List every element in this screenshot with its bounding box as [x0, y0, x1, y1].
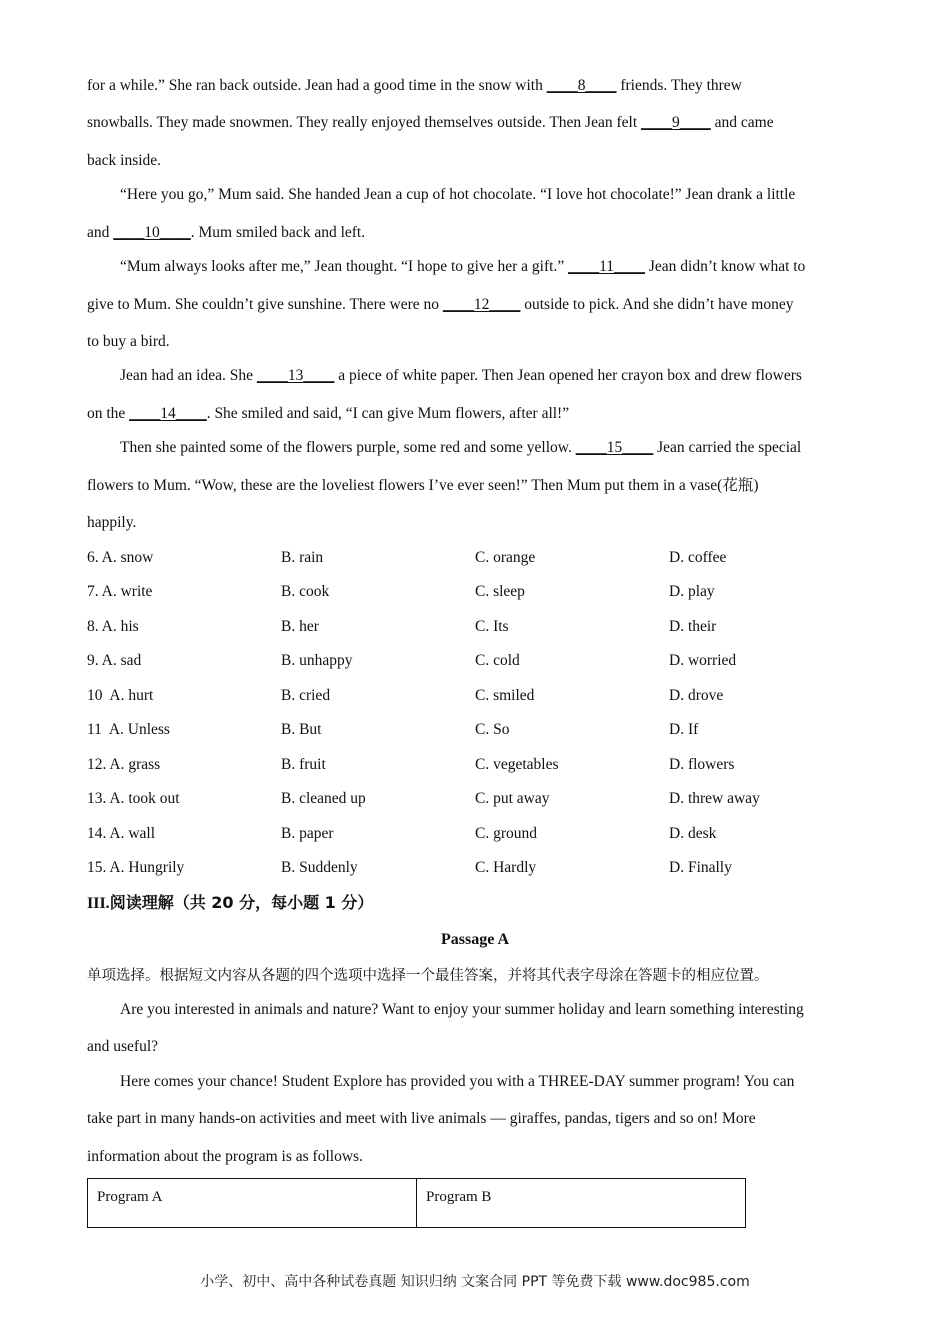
option-b: B. rain [281, 549, 324, 566]
question-options-14 [87, 824, 867, 844]
option-a: 14. A. wall [87, 825, 156, 842]
passage-line [87, 113, 774, 133]
passage-line [87, 295, 793, 315]
text-segment: . Mum smiled back and left. [190, 224, 366, 241]
text-segment: a piece of white paper. Then Jean opened her crayon box and drew flowers [334, 367, 802, 384]
option-d: D. flowers [669, 756, 735, 773]
text-segment: give to Mum. She couldn’t give sunshine. There were no [87, 296, 443, 313]
text-segment: outside to pick. And she didn’t have money [520, 296, 794, 313]
text-segment: friends. They threw [616, 77, 742, 94]
option-a: 9. A. sad [87, 652, 142, 669]
option-a: 15. A. Hungrily [87, 859, 185, 876]
passage-line [87, 404, 569, 424]
blank-10: ____10____ [113, 224, 191, 241]
text-segment: . She smiled and said, “I can give Mum flowers, after all!” [206, 405, 570, 422]
blank-13: ____13____ [256, 367, 335, 384]
option-b: B. cleaned up [281, 790, 366, 807]
passage-line: back inside. [87, 152, 162, 169]
option-d: D. Finally [669, 859, 732, 876]
blank-12: ____12____ [442, 296, 521, 313]
blank-8: ____8____ [546, 77, 617, 94]
question-options-9 [87, 651, 867, 671]
option-b: B. unhappy [281, 652, 353, 669]
option-b: B. paper [281, 825, 334, 842]
option-c: C. Its [475, 618, 509, 635]
question-options-12 [87, 755, 867, 775]
passage-line: Here comes your chance! Student Explore has provided you with a THREE-DAY summer program! You can [120, 1073, 795, 1090]
question-options-10 [87, 686, 867, 706]
option-b: B. But [281, 721, 322, 738]
option-c: C. sleep [475, 583, 525, 600]
text-segment: and [87, 224, 114, 241]
section-title: 阅读理解（共 20 分，每小题 1 分） [109, 893, 374, 912]
option-b: B. fruit [281, 756, 326, 773]
question-options-11 [87, 720, 867, 740]
option-c: C. put away [475, 790, 550, 807]
text-segment: and came [710, 114, 774, 131]
question-options-13 [87, 789, 867, 809]
option-c: C. vegetables [475, 756, 559, 773]
blank-14: ____14____ [129, 405, 207, 422]
passage-line [120, 366, 802, 386]
blank-15: ____15____ [575, 439, 654, 456]
blank-9: ____9____ [641, 114, 711, 131]
question-options-15 [87, 858, 867, 878]
text-segment: Jean carried the special [653, 439, 802, 456]
option-a: 10 A. hurt [87, 687, 154, 704]
page-footer: 小学、初中、高中各种试卷真题 知识归纳 文案合同 PPT 等免费下载 www.doc985.com [200, 1274, 750, 1290]
text-segment: Jean had an idea. She [120, 367, 257, 384]
option-d: D. desk [669, 825, 717, 842]
option-d: D. worried [669, 652, 737, 669]
option-c: C. orange [475, 549, 536, 566]
passage-line: and useful? [87, 1038, 159, 1055]
passage-line: to buy a bird. [87, 333, 170, 350]
option-c: C. cold [475, 652, 520, 669]
option-d: D. drove [669, 687, 724, 704]
text-segment: on the [87, 405, 130, 422]
option-b: B. Suddenly [281, 859, 358, 876]
blank-11: ____11____ [568, 258, 646, 275]
passage-line: take part in many hands-on activities and meet with live animals — giraffes, pandas, tigers and so on! More [87, 1110, 756, 1127]
text-segment: snowballs. They made snowmen. They really enjoyed themselves outside. Then Jean felt [87, 114, 641, 131]
option-b: B. her [281, 618, 319, 635]
option-d: D. threw away [669, 790, 760, 807]
program-table [87, 1178, 746, 1228]
option-a: 8. A. his [87, 618, 139, 635]
option-d: D. their [669, 618, 717, 635]
option-a: 11 A. Unless [87, 721, 170, 738]
option-d: D. play [669, 583, 715, 600]
passage-line [87, 223, 365, 243]
option-b: B. cook [281, 583, 330, 600]
passage-line: flowers to Mum. “Wow, these are the loveliest flowers I’ve ever seen!” Then Mum put them in a vase(花瓶) [87, 477, 759, 494]
passage-line [120, 438, 801, 458]
passage-line [120, 257, 805, 277]
text-segment: Jean didn’t know what to [645, 258, 806, 275]
text-segment: Then she painted some of the flowers purple, some red and some yellow. [120, 439, 576, 456]
option-c: C. ground [475, 825, 537, 842]
table-header-program-a: Program A [88, 1179, 417, 1228]
question-options-7 [87, 582, 867, 602]
text-segment: “Mum always looks after me,” Jean thought. “I hope to give her a gift.” [120, 258, 569, 275]
option-c: C. Hardly [475, 859, 537, 876]
table-row [88, 1179, 746, 1228]
option-c: C. So [475, 721, 510, 738]
instruction-text: 单项选择。根据短文内容从各题的四个选项中选择一个最佳答案，并将其代表字母涂在答题卡的相应位置。 [87, 968, 769, 984]
text-segment: for a while.” She ran back outside. Jean had a good time in the snow with [87, 77, 547, 94]
question-options-8 [87, 617, 867, 637]
option-a: 7. A. write [87, 583, 153, 600]
option-a: 13. A. took out [87, 790, 180, 807]
passage-line: Are you interested in animals and nature? Want to enjoy your summer holiday and learn something interesting [120, 1001, 804, 1018]
passage-line: happily. [87, 514, 137, 531]
section-heading [87, 893, 373, 914]
table-header-program-b: Program B [417, 1179, 746, 1228]
question-options-6 [87, 548, 867, 568]
option-a: 12. A. grass [87, 756, 161, 773]
passage-line: information about the program is as follows. [87, 1148, 363, 1165]
option-d: D. coffee [669, 549, 727, 566]
option-d: D. If [669, 721, 699, 738]
passage-title: Passage A [441, 931, 509, 948]
option-a: 6. A. snow [87, 549, 154, 566]
passage-line [87, 76, 742, 96]
option-b: B. cried [281, 687, 331, 704]
section-number: III. [87, 895, 110, 912]
option-c: C. smiled [475, 687, 535, 704]
passage-line: “Here you go,” Mum said. She handed Jean a cup of hot chocolate. “I love hot chocolate!” Jean drank a little [120, 186, 796, 203]
